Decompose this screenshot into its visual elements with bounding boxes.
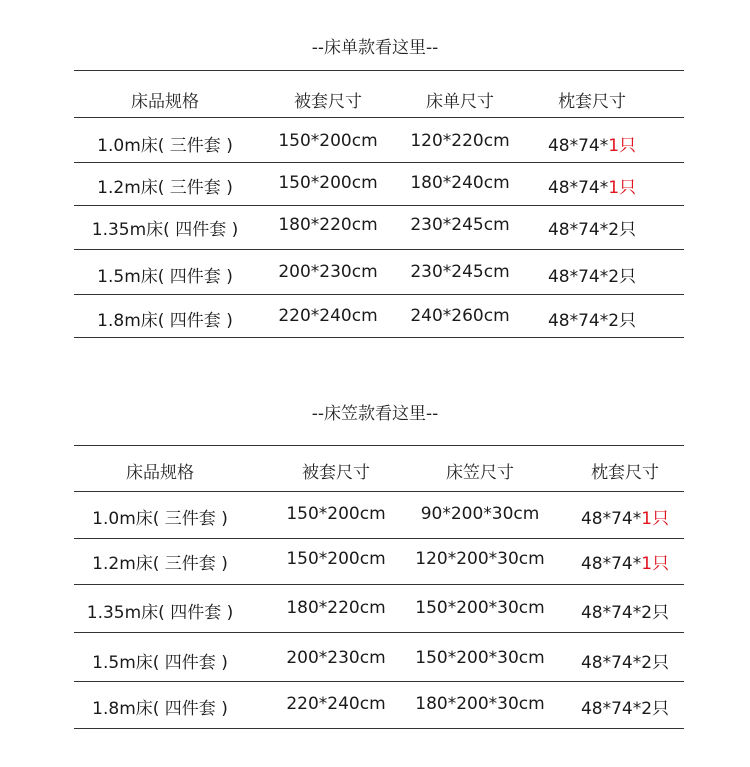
cell-spec: 1.5m床( 四件套 )	[97, 267, 233, 287]
cell-duvet: 150*200cm	[278, 131, 378, 151]
pillow-size: 48*74*	[547, 136, 609, 156]
cell-pillow	[548, 173, 636, 198]
table-rule	[74, 70, 684, 71]
cell-pillow	[581, 694, 669, 719]
cell-spec: 1.5m床( 四件套 )	[92, 653, 228, 673]
cell-sheet: 230*245cm	[410, 215, 510, 235]
cell-duvet: 150*200cm	[286, 504, 386, 524]
cell-sheet: 180*200*30cm	[415, 694, 545, 714]
pillow-size: 48*74*	[547, 178, 609, 198]
pillow-size: 48*74*	[580, 603, 642, 623]
pillow-size: 48*74*	[580, 699, 642, 719]
cell-sheet: 120*220cm	[410, 131, 510, 151]
cell-pillow	[548, 131, 636, 156]
cell-sheet: 150*200*30cm	[415, 598, 545, 618]
cell-pillow	[581, 549, 669, 574]
cell-pillow	[581, 648, 669, 673]
cell-duvet: 220*240cm	[286, 694, 386, 714]
cell-spec: 1.8m床( 四件套 )	[97, 311, 233, 331]
column-header: 被套尺寸	[302, 463, 370, 483]
cell-duvet: 150*200cm	[286, 549, 386, 569]
cell-sheet: 240*260cm	[410, 306, 510, 326]
pillow-quantity: 1只	[641, 509, 670, 529]
pillow-quantity: 1只	[608, 178, 637, 198]
table-rule	[74, 681, 684, 682]
pillow-quantity: 1只	[641, 554, 670, 574]
pillow-quantity: 2只	[641, 603, 670, 623]
pillow-quantity: 2只	[608, 267, 637, 287]
pillow-size: 48*74*	[580, 509, 642, 529]
table-rule	[74, 205, 684, 206]
table-rule	[74, 337, 684, 338]
pillow-size: 48*74*	[547, 311, 609, 331]
cell-spec: 1.2m床( 三件套 )	[97, 178, 233, 198]
column-header: 被套尺寸	[294, 92, 362, 112]
cell-sheet: 150*200*30cm	[415, 648, 545, 668]
pillow-quantity: 1只	[608, 136, 637, 156]
pillow-quantity: 2只	[641, 653, 670, 673]
table-rule	[74, 538, 684, 539]
pillow-size: 48*74*	[580, 554, 642, 574]
column-header: 床品规格	[131, 92, 199, 112]
pillow-quantity: 2只	[641, 699, 670, 719]
column-header: 枕套尺寸	[558, 92, 626, 112]
cell-duvet: 200*230cm	[278, 262, 378, 282]
table-rule	[74, 294, 684, 295]
cell-spec: 1.35m床( 四件套 )	[86, 603, 234, 623]
cell-pillow	[548, 306, 636, 331]
table-rule	[74, 249, 684, 250]
cell-duvet: 200*230cm	[286, 648, 386, 668]
cell-duvet: 180*220cm	[278, 215, 378, 235]
cell-duvet: 180*220cm	[286, 598, 386, 618]
table-rule	[74, 632, 684, 633]
pillow-size: 48*74*	[547, 220, 609, 240]
cell-spec: 1.8m床( 四件套 )	[92, 699, 228, 719]
pillow-quantity: 2只	[608, 220, 637, 240]
cell-duvet: 220*240cm	[278, 306, 378, 326]
pillow-quantity: 2只	[608, 311, 637, 331]
cell-duvet: 150*200cm	[278, 173, 378, 193]
table-rule	[74, 445, 684, 446]
pillow-size: 48*74*	[547, 267, 609, 287]
table-rule	[74, 584, 684, 585]
column-header: 床笠尺寸	[446, 463, 514, 483]
column-header: 床单尺寸	[426, 92, 494, 112]
cell-spec: 1.0m床( 三件套 )	[92, 509, 228, 529]
cell-sheet: 180*240cm	[410, 173, 510, 193]
column-header: 枕套尺寸	[591, 463, 659, 483]
table-rule	[74, 491, 684, 492]
cell-pillow	[581, 504, 669, 529]
cell-spec: 1.0m床( 三件套 )	[97, 136, 233, 156]
table-rule	[74, 162, 684, 163]
cell-pillow	[548, 215, 636, 240]
cell-spec: 1.2m床( 三件套 )	[92, 554, 228, 574]
cell-pillow	[548, 262, 636, 287]
cell-sheet: 230*245cm	[410, 262, 510, 282]
cell-pillow	[581, 598, 669, 623]
pillow-size: 48*74*	[580, 653, 642, 673]
column-header: 床品规格	[126, 463, 194, 483]
cell-sheet: 120*200*30cm	[415, 549, 545, 569]
sheet-section-title: --床单款看这里--	[311, 38, 439, 58]
table-rule	[74, 117, 684, 118]
table-rule	[74, 728, 684, 729]
cell-spec: 1.35m床( 四件套 )	[91, 220, 239, 240]
fitted-section-title: --床笠款看这里--	[311, 404, 439, 424]
cell-sheet: 90*200*30cm	[420, 504, 540, 524]
